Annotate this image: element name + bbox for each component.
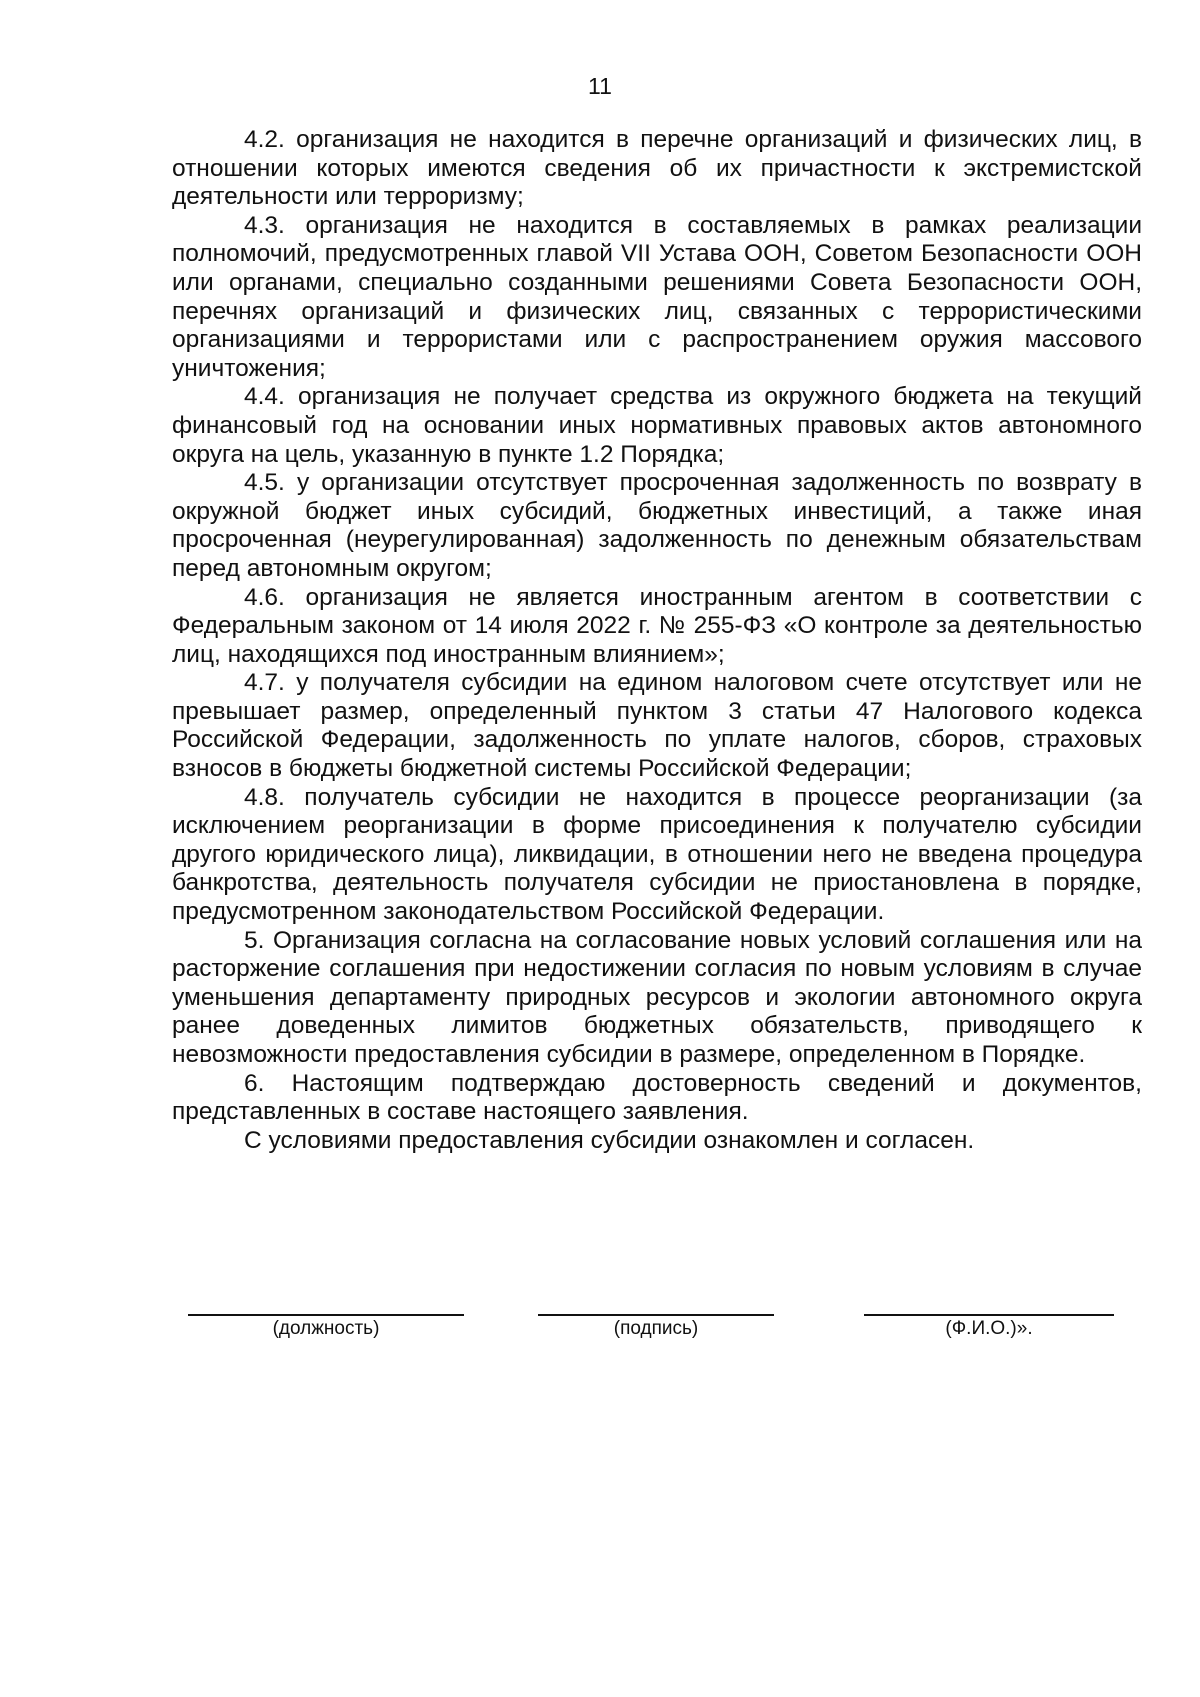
name-line: [864, 1314, 1114, 1316]
agreement-statement: С условиями предоставления субсидии ознакомлен и согласен.: [244, 1126, 975, 1154]
paragraph-4-4: 4.4. организация не получает средства из окружного бюджета на текущий финансовый год на основании иных нормативных правовых актов автономного округа на цель, указанную в пункте 1.2 Порядка;: [172, 383, 1142, 468]
document-body: [172, 126, 1142, 1155]
paragraph-5: 5. Организация согласна на согласование новых условий соглашения или на расторжение соглашения при недостижении согласия по новым условиям в случае уменьшения департаменту природных ресурсов и экологии автономного округа ранее доведенных лимитов бюджетных обязательств, приводящего к невозможности предоставления субсидии в размере, определенном в Порядке.: [172, 926, 1142, 1068]
paragraph-4-3: 4.3. организация не находится в составляемых в рамках реализации полномочий, предусмотренных главой VII Устава ООН, Советом Безопасности ООН или органами, специально созданными решениями Совета Безопасности ООН, перечнях организаций и физических лиц, связанных с террористическими организациями и террористами или с распространением оружия массового уничтожения;: [172, 211, 1142, 382]
position-signature-field: [188, 1314, 464, 1341]
paragraph-4-6: 4.6. организация не является иностранным агентом в соответствии с Федеральным законом от 14 июля 2022 г. № 255-ФЗ «О контроле за деятельностью лиц, находящихся под иностранным влиянием»;: [172, 583, 1142, 668]
position-caption: (должность): [272, 1318, 380, 1339]
signature-caption: (подпись): [613, 1318, 699, 1339]
name-signature-field: [864, 1314, 1114, 1341]
paragraph-4-7: 4.7. у получателя субсидии на едином налоговом счете отсутствует или не превышает размер, определенный пунктом 3 статьи 47 Налогового кодекса Российской Федерации, задолженность по уплате налогов, сборов, страховых взносов в бюджеты бюджетной системы Российской Федерации;: [172, 669, 1142, 783]
position-line: [188, 1314, 464, 1316]
paragraph-6: 6. Настоящим подтверждаю достоверность сведений и документов, представленных в составе настоящего заявления.: [172, 1069, 1142, 1126]
paragraph-4-5: 4.5. у организации отсутствует просроченная задолженность по возврату в окружной бюджет иных субсидий, бюджетных инвестиций, а также иная просроченная (неурегулированная) задолженность по денежным обязательствам перед автономным округом;: [172, 469, 1142, 582]
paragraph-4-8: 4.8. получатель субсидии не находится в процессе реорганизации (за исключением реорганизации в форме присоединения к получателю субсидии другого юридического лица), ликвидации, в отношении него не введена процедура банкротства, деятельность получателя субсидии не приостановлена в порядке, предусмотренном законодательством Российской Федерации.: [172, 783, 1142, 926]
name-caption: (Ф.И.О.)».: [945, 1318, 1033, 1339]
signature-field: [538, 1314, 774, 1341]
paragraph-4-2: 4.2. организация не находится в перечне организаций и физических лиц, в отношении которых имеются сведения об их причастности к экстремистской деятельности или терроризму;: [172, 126, 1142, 211]
signature-line: [538, 1314, 774, 1316]
signature-block: [0, 1314, 1200, 1354]
page-number: 11: [588, 73, 612, 99]
